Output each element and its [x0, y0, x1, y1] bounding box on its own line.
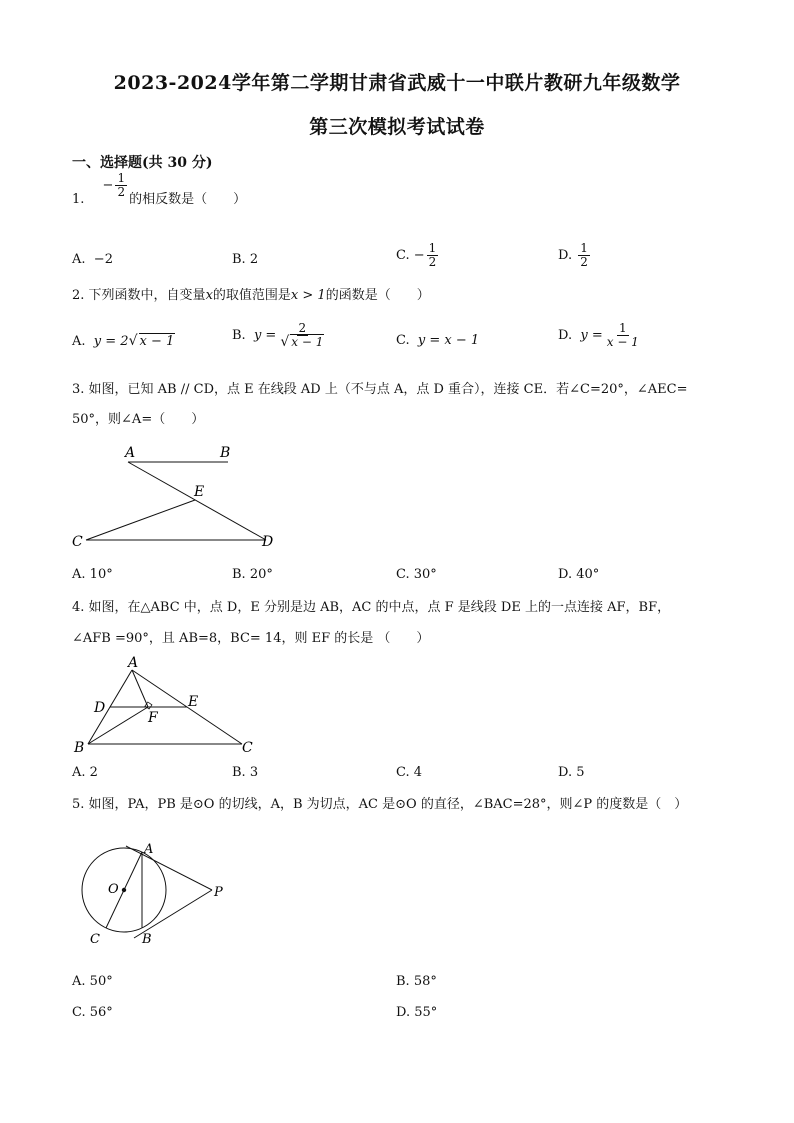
q2-option-a[interactable]: A. y = 2√ x − 1 [72, 333, 175, 349]
q4-figure [70, 654, 270, 758]
q5-option-b[interactable]: B. 58° [396, 974, 437, 989]
label-a: A [128, 655, 139, 671]
label-b: B [74, 740, 85, 756]
label-e: E [188, 694, 199, 710]
label-c: C [90, 932, 100, 947]
question-2-stem: 2. 下列函数中，自变量x的取值范围是x > 1的函数是（ ） [72, 288, 430, 303]
question-number: 1. [72, 192, 85, 207]
q1-option-c[interactable]: C. − $\frac{1}{2}$ [396, 241, 437, 269]
q2-option-c[interactable]: C. y = x − 1 [396, 333, 480, 348]
question-4-stem-line1: 4. 如图，在△ABC 中，点 D，E 分别是边 AB，AC 的中点，点 F 是线段 DE 上的一点连接 AF，BF， [72, 600, 671, 615]
q5-figure [70, 836, 250, 952]
tangent-pb [134, 890, 212, 938]
question-3-stem-line2: 50°，则∠A=（ ） [72, 412, 205, 427]
segment-ad [128, 462, 266, 540]
fraction-neg-half: $\frac{1}{2}$ [117, 171, 126, 199]
stem-text: 的相反数是（ ） [129, 192, 247, 207]
q1-option-d[interactable]: D. $\frac{1}{2}$ [558, 241, 588, 269]
fraction-sign: − [102, 178, 114, 193]
label-d: D [262, 534, 274, 550]
label-d: D [94, 700, 106, 716]
label-e: E [194, 484, 205, 500]
exam-title-line1: 2023-2024学年第二学期甘肃省武威十一中联片教研九年级数学 [113, 72, 681, 94]
label-c: C [242, 740, 253, 756]
q2-option-d[interactable]: D. y = $\frac{1}{x - 1}$ [558, 321, 639, 349]
q4-option-b[interactable]: B. 3 [232, 765, 259, 780]
label-a: A [125, 445, 136, 461]
q5-option-c[interactable]: C. 56° [72, 1005, 113, 1020]
q3-option-d[interactable]: D. 40° [558, 567, 600, 582]
label-a: A [144, 842, 154, 857]
q4-option-a[interactable]: A. 2 [72, 765, 98, 780]
label-b: B [220, 445, 231, 461]
question-1-stem [72, 171, 247, 213]
q4-option-d[interactable]: D. 5 [558, 765, 585, 780]
question-5-stem: 5. 如图，PA，PB 是⊙O 的切线，A，B 为切点，AC 是⊙O 的直径，∠BAC=28°，则∠P 的度数是（ ） [72, 797, 688, 812]
q5-option-d[interactable]: D. 55° [396, 1005, 438, 1020]
q1-option-b[interactable]: B. 2 [232, 252, 259, 267]
label-o: O [108, 882, 119, 897]
q1-option-a[interactable]: A. −2 [72, 252, 113, 267]
q4-option-c[interactable]: C. 4 [396, 765, 423, 780]
label-f: F [148, 710, 158, 726]
segment-ce [86, 500, 195, 540]
section-heading: 一、选择题(共 30 分) [72, 155, 213, 171]
label-b: B [142, 932, 152, 947]
q3-option-c[interactable]: C. 30° [396, 567, 437, 582]
q2-option-b[interactable]: B. y = $\frac{2}{√ x - 1}$ [232, 321, 324, 350]
label-p: P [214, 885, 223, 900]
q3-option-b[interactable]: B. 20° [232, 567, 273, 582]
q3-figure [70, 440, 290, 555]
question-4-stem-line2: ∠AFB =90°，且 AB=8，BC= 14，则 EF 的长是 （ ） [72, 631, 430, 646]
q5-option-a[interactable]: A. 50° [72, 974, 113, 989]
question-3-stem-line1: 3. 如图，已知 AB // CD，点 E 在线段 AD 上（不与点 A，点 D 重合），连接 CE．若∠C=20°，∠AEC= [72, 382, 688, 397]
tangent-pa [126, 846, 212, 890]
center-point [122, 888, 126, 892]
q3-option-a[interactable]: A. 10° [72, 567, 113, 582]
exam-title-line2: 第三次模拟考试试卷 [309, 116, 485, 138]
label-c: C [72, 534, 83, 550]
